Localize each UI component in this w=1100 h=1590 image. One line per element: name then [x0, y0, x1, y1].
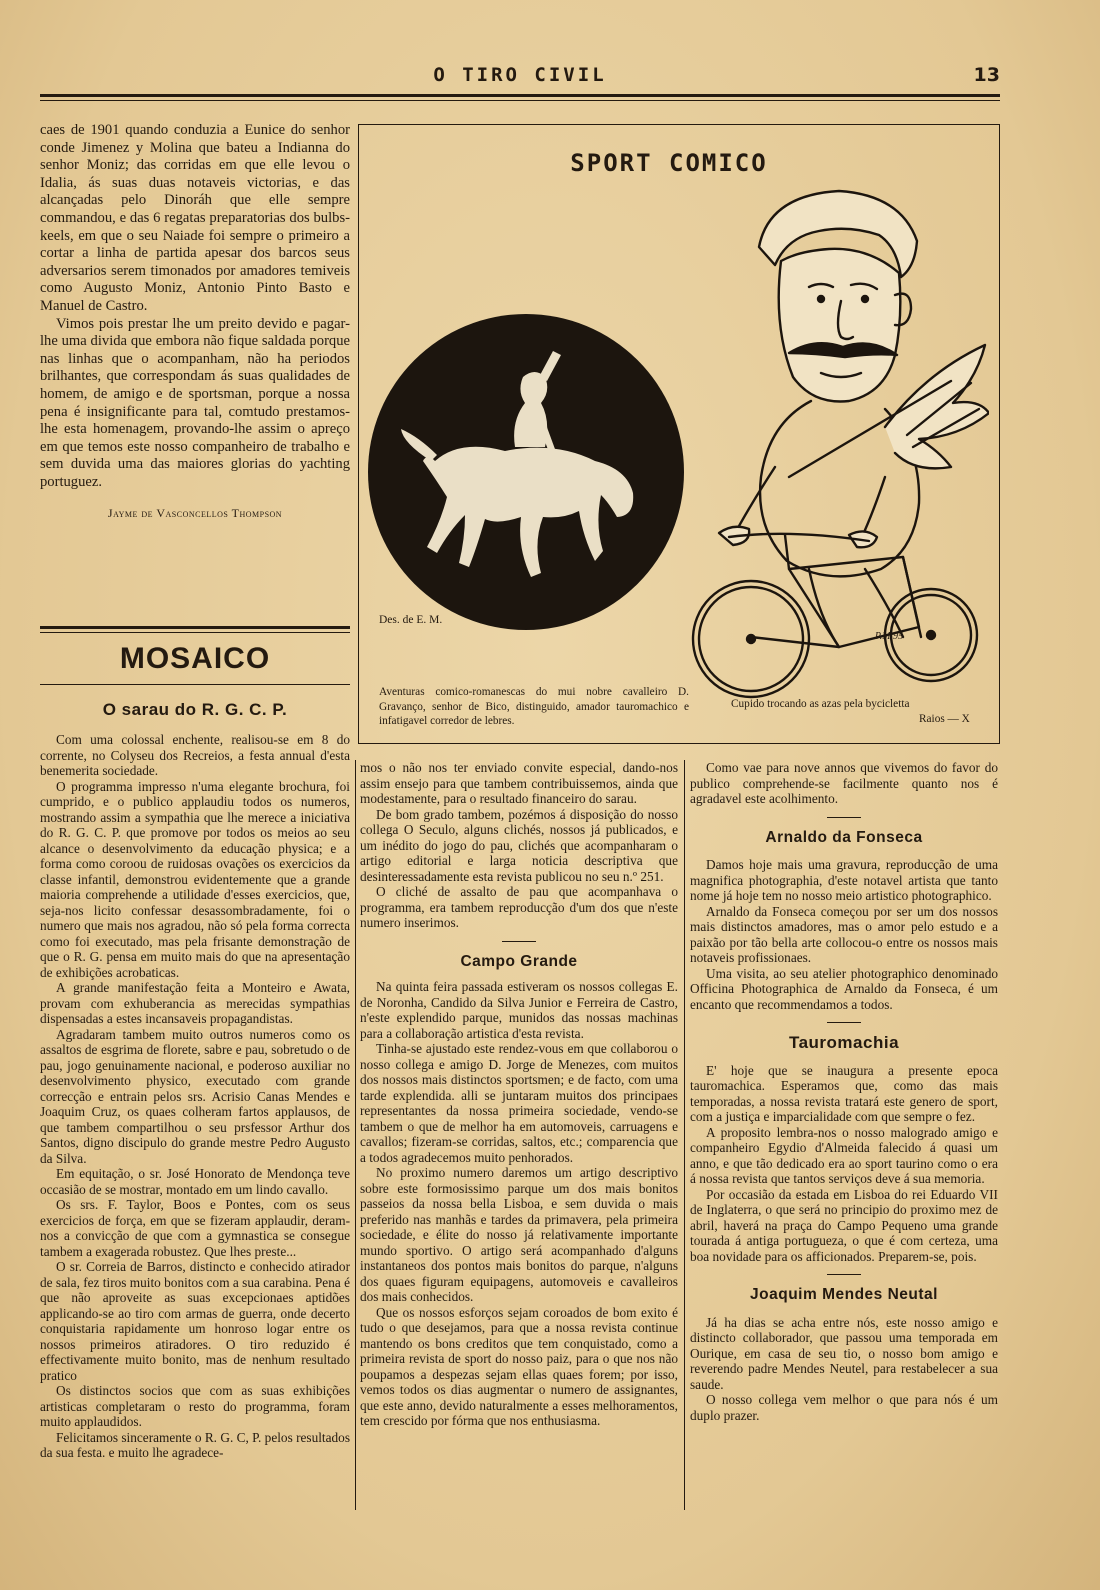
sarau-paragraph: Os srs. F. Taylor, Boos e Pontes, com os seus exercicios de força, em que se fizeram applaudir, deram-nos a convicção de que com a gymnastica se consegue tambem a exagerada robustez. Que lhes preste...	[40, 1197, 350, 1259]
short-divider	[827, 1022, 861, 1023]
section-divider	[40, 626, 350, 629]
col3-paragraph: Como vae para nove annos que vivemos do favor do publico comprehende-se facilmente quanto nos é agradavel este acolhimento.	[690, 760, 998, 806]
col2-paragraph: O cliché de assalto de pau que acompanhava o programma, era tambem reproducção d'um dos que n'este numero inserimos.	[360, 884, 678, 930]
masthead-title: O TIRO CIVIL	[433, 64, 607, 86]
artist-signature: P.M.95	[874, 631, 903, 642]
campo-paragraph: Na quinta feira passada estiveram os nossos collegas E. de Noronha, Candido da Silva Junior e Ferreira de Castro, n'este explendido parque, munidos das nossas machinas para a collaboração artistica d'esta revista.	[360, 979, 678, 1041]
sarau-article	[40, 732, 350, 1461]
cupid-bicycle-caricature	[689, 177, 989, 717]
col1-paragraph: Vimos pois prestar lhe um preito devido e pagar-lhe uma divida que embora não fique saldada porque nas linhas que o acompanham, não ha periodos brilhantes, que correspondam ás suas qualidades de homem, de amigo e de sportsman, porque a nossa pena é insignificante para tal, comtudo prestamos-lhe esta homenagem, provando-lhe assim o apreço em que temos este nosso companheiro de trabalho e sem duvida uma das maiores glorias do yachting portuguez.	[40, 315, 350, 490]
col1-paragraph: caes de 1901 quando conduzia a Eunice do senhor conde Jimenez y Molina que bateu a Indianna do senhor Moniz; das corridas em que elle levou o Idalia, ás suas duas notaveis victorias, e das alcançadas pelo Dinoráh que elle sempre commandou, e das 6 regatas preparatorias dos bulbs-keels, em que o seu Naiade foi sempre o primeiro a cortar a linha de partida apesar dos barcos seus adversarios serem timonados por amadores temiveis como Augusto Moniz, Antonio Pinto Basto e Manuel de Castro.	[40, 122, 350, 314]
tauromachia-heading: Tauromachia	[788, 1033, 900, 1052]
sarau-paragraph: Felicitamos sinceramente o R. G. C, P. pelos resultados da sua festa. e muito lhe agradece-	[40, 1429, 350, 1460]
horse-rider-silhouette-illustration	[365, 311, 687, 633]
page-number: 13	[973, 64, 1000, 86]
sarau-paragraph: O sr. Correia de Barros, distincto e conhecido atirador de sala, fez tiros muito bonitos com a sua carabina. Pena é que não aproveite as suas excepcionaes aptidões applicando-se ao tiro com armas de guerra, onde decerto conquistaria rapidamente um honroso logar entre os nossos primeiros atiradores. O tiro reduzido é effectivamente muito bonito, mas de nenhum resultado pratico	[40, 1259, 350, 1383]
caption-right: Cupido trocando as azas pela bycicletta	[731, 698, 910, 710]
sarau-heading: O sarau do R. G. C. P.	[102, 700, 288, 719]
caption-right-credit: Raios — X	[919, 713, 970, 725]
author-signature: Jayme de Vasconcellos Thompson	[107, 506, 283, 521]
caption-left: Aventuras comico-romanescas do mui nobre cavalleiro D. Gravanço, senhor de Bico, distinguido, amador tauromachico e infatigavel corredor de lebres.	[379, 686, 689, 727]
col2-paragraph: mos o não nos ter enviado convite especial, dando-nos assim ensejo para que tambem contribuissemos, ainda que modestamente, para o resultado financeiro do sarau.	[360, 760, 678, 806]
column-3	[690, 760, 998, 1423]
column-separator	[684, 760, 685, 1510]
sport-comico-box	[358, 124, 1000, 744]
illustration-credit: Des. de E. M.	[379, 614, 443, 626]
arnaldo-paragraph: Uma visita, ao seu atelier photographico denominado Officina Photographica de Arnaldo da Fonseca, é um encanto que recommendamos a todos.	[690, 965, 998, 1012]
sport-comico-title: SPORT COMICO	[570, 149, 768, 177]
joaquim-heading: Joaquim Mendes Neutal	[750, 1286, 938, 1303]
sarau-paragraph: Os distinctos socios que com as suas exhibições artisticas completaram o resto do programma, foram muito applaudidos.	[40, 1383, 350, 1429]
short-divider	[502, 941, 536, 942]
short-divider	[827, 1274, 861, 1275]
sarau-paragraph: Em equitação, o sr. José Honorato de Mendonça teve occasião de se mostrar, montado em um lindo cavallo.	[40, 1166, 350, 1197]
mosaico-rule	[40, 684, 350, 685]
masthead-rule-top	[40, 94, 1000, 97]
arnaldo-paragraph: Arnaldo da Fonseca começou por ser um dos nossos mais distinctos amadores, mas o amor pelo estudo e a paixão por tão bella arte collocou-o entre os nossos mais notaveis profissionaes.	[690, 903, 998, 965]
campo-paragraph: No proximo numero daremos um artigo descriptivo sobre este formosissimo parque um dos mais bonitos passeios da nossa bella Lisboa, e sem duvida o mais preferido nas manhãs e tardes da primavera, pela primeira sociedade, e élite do nosso já relativamente importante mundo sportivo. O artigo será acompanhado d'alguns instantaneos dos pontos mais bonitos do parque, n'alguns dos quaes figuram equipagens, automoveis e cavalleiros dos mais conhecidos.	[360, 1165, 678, 1304]
sarau-paragraph: O programma impresso n'uma elegante brochura, foi cumprido, e o publico applaudiu todos os numeros, mostrando assim a sympathia que lhe merece a iniciativa do R. G. C. P. que promove por todos os meios ao seu alcance o desenvolvimento da educação physica; e a forma como coroou de ruidosas ovações os exercicios da classe infantil, demonstrou evidentemente que a grande maioria comprehende a utilidade d'esses exercicios, que, seja-nos licito confessar desassombradamente, foi o numero que mais nos agradou, não só pela forma correcta como foi executado, mas pela frisante demonstração de que o R. G. pensa em muito mais do que na apresentação de exhibições acrobaticas.	[40, 778, 350, 980]
column-2	[360, 760, 678, 1429]
tauro-paragraph: E' hoje que se inaugura a presente epoca tauromachica. Esperamos que, como das mais temporadas, a nossa revista tratará este genero de sport, com a justiça e imparcialidade com que sempre o fez.	[690, 1062, 998, 1124]
campo-grande-heading: Campo Grande	[460, 952, 578, 970]
arnaldo-heading: Arnaldo da Fonseca	[765, 828, 923, 846]
arnaldo-paragraph: Damos hoje mais uma gravura, reproducção de uma magnifica photographia, d'este notavel artista que tanto nome já hoje tem no nosso meio artistico photographico.	[690, 857, 998, 903]
masthead	[40, 64, 1000, 88]
mosaico-heading: MOSAICO	[119, 642, 271, 675]
tauro-paragraph: Por occasião da estada em Lisboa do rei Eduardo VII de Inglaterra, o que será no principio do proximo mez de abril, haverá na praça do Campo Pequeno uma grande tourada á antiga portugueza, o que é com certeza, uma boa novidade para os afficionados. Preparem-se, pois.	[690, 1186, 998, 1264]
joaquim-paragraph: Já ha dias se acha entre nós, este nosso amigo e distincto collaborador, que passou uma temporada em Ourique, em casa de seu tio, o nosso bom amigo e reverendo padre Mendes Neutel, para restabelecer a sua saude.	[690, 1314, 998, 1392]
campo-paragraph: Tinha-se ajustado este rendez-vous em que collaborou o nosso collega e amigo D. Jorge de Menezes, com muitos dos nossos mais distinctos sportsmen; e de facto, com uma tarde explendida. alli se juntaram muitos dos principaes representantes da nossa primeira sociedade, vendo-se tambem o que de melhor ha em automoveis, carruagens e cavallos; fizeram-se corridas, saltos, etc.; comparencia que a todos agradecemos muito penhorados.	[360, 1041, 678, 1165]
column-1	[40, 122, 350, 523]
short-divider	[827, 817, 861, 818]
column-separator	[355, 760, 356, 1510]
section-divider-thin	[40, 632, 350, 633]
campo-paragraph: Que os nossos esforços sejam coroados de bom exito é tudo o que desejamos, para que a nossa revista continue mantendo os bons creditos que tem conquistado, como a primeira revista de sport do nosso paiz, para o que nos não poupamos a despezas sejam ellas quaes forem; por isso, vemos todos os dias augmentar o numero de assignantes, que este anno, devido naturalmente a esses melhoramentos, tem crescido por fórma que nos enthusiasma.	[360, 1304, 678, 1428]
sarau-paragraph: A grande manifestação feita a Monteiro e Awata, provam com exhuberancia as merecidas sympathias dispensadas a estes incansaveis propagandistas.	[40, 980, 350, 1026]
masthead-rule-bottom	[40, 100, 1000, 101]
col2-paragraph: De bom grado tambem, pozémos á disposição do nosso collega O Seculo, alguns clichés, nossos já publicados, e um inédito do jogo do pau, clichés que acompanharam o artigo editorial e larga noticia descriptiva que desinteressadamente esta revista publicou no seu n.º 251.	[360, 806, 678, 884]
sarau-paragraph: Com uma colossal enchente, realisou-se em 8 do corrente, no Colyseu dos Recreios, a festa annual d'esta benemerita sociedade.	[40, 732, 350, 778]
joaquim-paragraph: O nosso collega vem melhor o que para nós é um duplo prazer.	[690, 1392, 998, 1423]
tauro-paragraph: A proposito lembra-nos o nosso malogrado amigo e companheiro Egydio d'Almeida falecido á quasi um anno, e que tão dedicado era ao sport taurino como o era á nossa revista que tantos serviços deve á sua memoria.	[690, 1124, 998, 1186]
sarau-paragraph: Agradaram tambem muito outros numeros como os assaltos de esgrima de florete, sabre e pau, sobretudo o de pau, jogo genuinamente nacional, e poderoso auxiliar no desenvolvimento physico, executado com grande correcção e entrain pelos srs. Acrisio Canas Mendes e Joaquim Cruz, os quaes colheram fartos applausos, de que tambem compartilhou o seu prsfessor Arthur dos Santos, digno discipulo do grande mestre Pedro Augusto da Silva.	[40, 1026, 350, 1166]
